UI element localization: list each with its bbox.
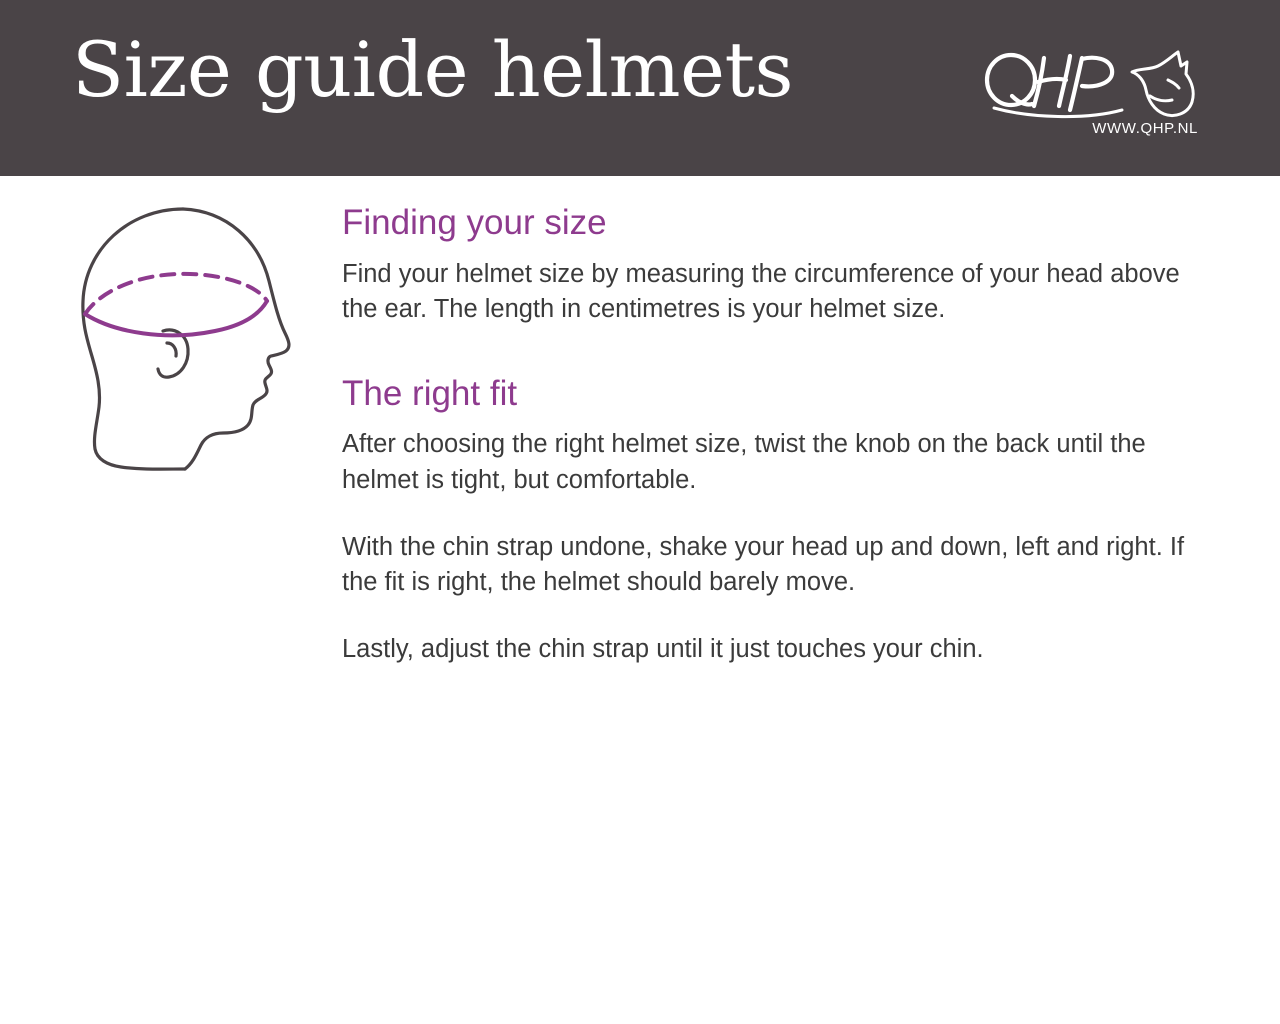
qhp-logo-icon (982, 44, 1202, 124)
page-header (0, 0, 1280, 176)
section-heading-the-right-fit: The right fit (342, 373, 518, 413)
section-paragraph: After choosing the right helmet size, twist the knob on the back until the helmet is tight, but comfortable. (342, 430, 1146, 494)
brand-logo (982, 44, 1202, 144)
section-heading-finding-your-size: Finding your size (342, 203, 607, 242)
horse-head-icon (1132, 52, 1193, 116)
section-paragraph: Lastly, adjust the chin strap until it just touches your chin. (342, 635, 984, 664)
page-title: Size guide helmets (72, 25, 794, 114)
text-column (342, 204, 1202, 667)
section-paragraph: Find your helmet size by measuring the circumference of your head above the ear. The length in centimetres is your helmet size. (342, 259, 1180, 323)
head-profile-measuring-diagram (55, 201, 315, 501)
section-paragraph: With the chin strap undone, shake your head up and down, left and right. If the fit is right, the helmet should barely move. (342, 532, 1185, 596)
page-content (0, 176, 1280, 1024)
brand-website: WWW.QHP.NL (1092, 120, 1198, 137)
